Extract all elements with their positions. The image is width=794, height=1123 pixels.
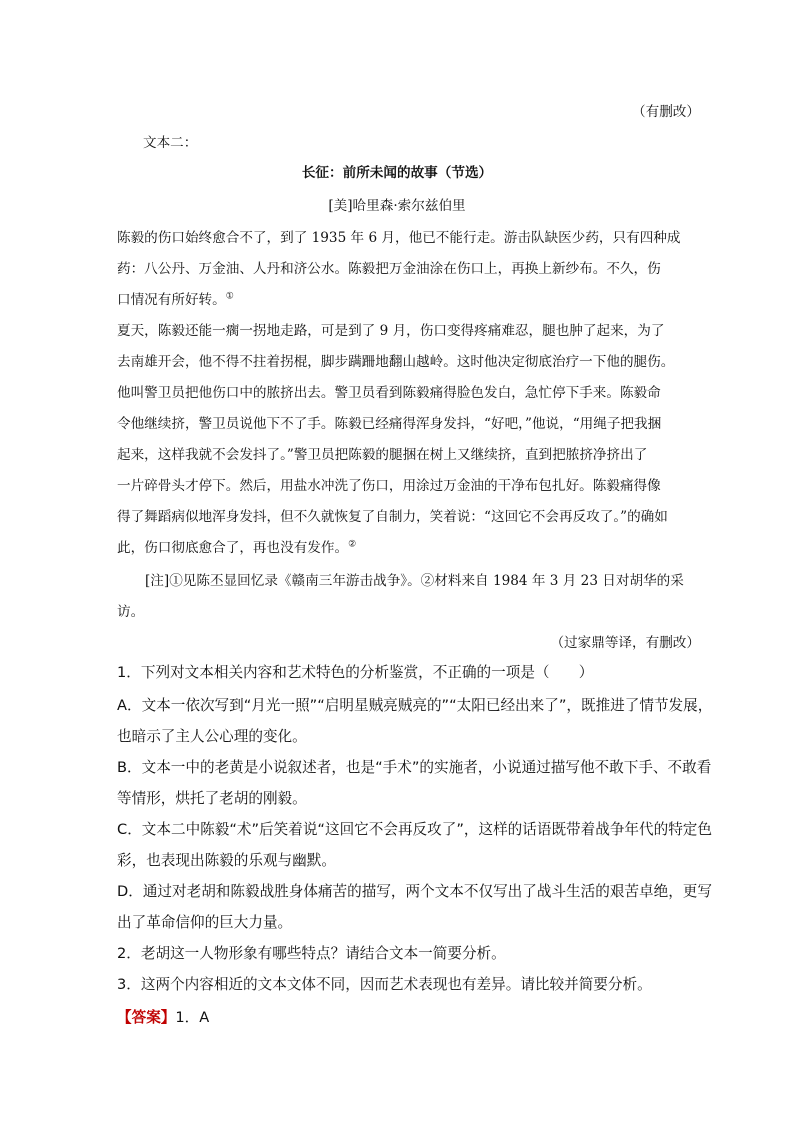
option-c-line-2: 彩，也表现出陈毅的乐观与幽默。 [117,852,336,869]
option-c-line-1: C．文本二中陈毅“术”后笑着说“这回它不会再反攻了”，这样的话语既带着战争年代的特定色 [117,821,712,838]
option-b-line-2: 等情形，烘托了老胡的刚毅。 [117,790,307,807]
article-title: 长征：前所未闻的故事（节选） [301,165,493,181]
option-d-line-1: D．通过对老胡和陈毅战胜身体痛苦的描写，两个文本不仅写出了战斗生活的艰苦卓绝，更写 [117,883,712,900]
note-line-1: [注]①见陈丕显回忆录《赣南三年游击战争》。②材料来自 1984 年 3 月 23 日对胡华的采 [145,573,684,589]
option-b-line-1: B．文本一中的老黄是小说叙述者，也是“手术”的实施者，小说通过描写他不敢下手、不敢看 [117,759,712,776]
paragraph-2-line-4: 令他继续挤，警卫员说他下不了手。陈毅已经痛得浑身发抖，“好吧，”他说，“用绳子把我捆 [117,416,662,432]
question-3: 3．这两个内容相近的文本文体不同，因而艺术表现也有差异。请比较并简要分析。 [117,976,652,993]
paragraph-2-line-6: 一片碎骨头才停下。然后，用盐水冲洗了伤口，用涂过万金油的干净布包扎好。陈毅痛得像 [117,478,661,494]
option-a-line-2: 也暗示了主人公心理的变化。 [117,728,307,745]
question-2: 2．老胡这一人物形象有哪些特点？请结合文本一简要分析。 [117,945,506,962]
paragraph-2-line-7: 得了舞蹈病似地浑身发抖，但不久就恢复了自制力，笑着说：“这回它不会再反攻了。”的确如 [117,509,668,525]
paragraph-2-line-3: 他叫警卫员把他伤口中的脓挤出去。警卫员看到陈毅痛得脸色发白，急忙停下手来。陈毅命 [117,385,661,401]
paragraph-1-line-2: 药：八公丹、万金油、人丹和济公水。陈毅把万金油涂在伤口上，再换上新纱布。不久，伤 [117,261,661,277]
footnote-mark-2: ② [348,539,357,550]
paragraph-2-line-5: 起来，这样我就不会发抖了。”警卫员把陈毅的腿捆在树上又继续挤，直到把脓挤净挤出了 [117,447,648,463]
text1-source-note: （有删改） [632,104,700,120]
answer-line [117,1008,209,1028]
paragraph-2-line-2: 去南雄开会，他不得不拄着拐棍，脚步蹒跚地翻山越岭。这时他决定彻底治疗一下他的腿伤。 [117,354,675,370]
option-d-line-2: 出了革命信仰的巨大力量。 [117,914,293,931]
text2-label: 文本二： [143,135,198,151]
answer-tag: 【答案】 [117,1009,176,1026]
question-1: 1．下列对文本相关内容和艺术特色的分析鉴赏，不正确的一项是（ ） [117,664,594,681]
article-author: [美]哈里森·索尔兹伯里 [328,198,466,214]
paragraph-1-line-3: 口情况有所好转。① [117,291,234,308]
paragraph-1-line-1: 陈毅的伤口始终愈合不了，到了 1935 年 6 月，他已不能行走。游击队缺医少药，只有四种成 [117,230,681,246]
paragraph-2-line-1: 夏天，陈毅还能一瘸一拐地走路，可是到了 9 月，伤口变得疼痛难忍，腿也肿了起来，为了 [117,323,665,339]
option-a-line-1: A．文本一依次写到“月光一照”“启明星贼亮贼亮的”“太阳已经出来了”，既推进了情节发展， [117,697,713,714]
answer-value: 1．A [175,1009,210,1026]
footnote-mark-1: ① [225,291,234,302]
translator-note: （过家鼎等译，有删改） [550,635,700,651]
note-line-2: 访。 [117,604,145,620]
paragraph-2-line-8: 此，伤口彻底愈合了，再也没有发作。② [117,539,357,556]
